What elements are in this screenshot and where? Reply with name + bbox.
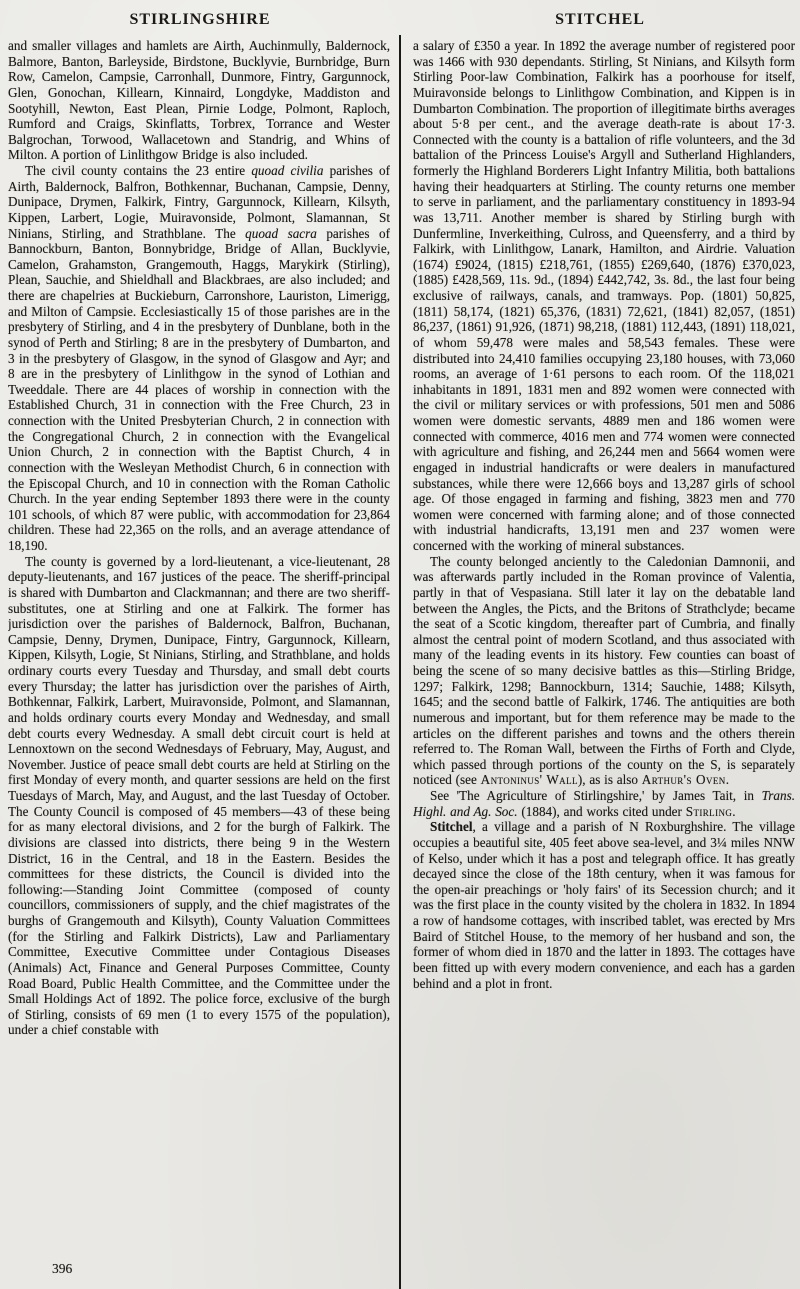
paragraph: The county belonged anciently to the Caledonian Damnonii, and was afterwards partly included in the Roman province of Valentia, partly in that of Vespasiana. Still later it lay on the debatable land between the Angles, the Picts, and the Britons of Strathclyde; became the seat of a Scotic kingdom, thereafter part of Cumbria, and finally almost the central point of modern Scotland, and thus associated with many of the leading events in its history. Few counties can boast of being the scene of so many decisive battles as this—Stirling Bridge, 1297; Falkirk, 1298; Bannockburn, 1314; Sauchie, 1488; Kilsyth, 1645; and the second battle of Falkirk, 1746. The antiquities are both numerous and important, but for them reference may be made to the articles on the different parishes and towns and the others therein referred to. The Roman Wall, between the Firths of Forth and Clyde, which passed through portions of the county on the S, is separately noticed (see Antoninus' Wall), as is also Arthur's Oven.	[413, 553, 795, 788]
right-running-head: STITCHEL	[555, 11, 645, 28]
italic-text: quoad civilia	[251, 163, 324, 178]
smallcaps-text: Antoninus' Wall	[480, 772, 578, 788]
paragraph: and smaller villages and hamlets are Airth, Auchinmully, Baldernock, Balmore, Banton, Barleyside, Birdstone, Bucklyvie, Burnbridge, Burn Row, Camelon, Campsie, Carronhall, Dunmore, Fintry, Gargunnock, Glen, Gonochan, Killearn, Kinnaird, Longdyke, Maddiston and Sootyhill, Newton, East Plean, Pirnie Lodge, Polmont, Raploch, Rumford and Craigs, Skinflatts, Torbrex, Torrance and Wester Balgrochan, Torwood, Wallacetown and Standrig, and Whins of Milton. A portion of Linlithgow Bridge is also included.	[8, 38, 390, 163]
running-heads	[0, 0, 800, 30]
italic-text: quoad sacra	[245, 225, 317, 241]
smallcaps-text: Stirling	[685, 803, 733, 819]
paragraph: Stitchel, a village and a parish of N Roxburghshire. The village occupies a beautiful site, 405 feet above sea-level, and 3¼ miles NNW of Kelso, under which it has a post and telegraph office. It has greatly decayed since the close of the 18th century, when it was famous for the open-air preachings or 'holy fairs' of its Secession church; and it was the first place in the county visited by the cholera in 1832. In 1894 a row of handsome cottages, with inscribed tablet, was erected by Mrs Baird of Stitchel House, to the memory of her husband and son, the former of whom died in 1870 and the latter in 1893. The cottages have been fitted up with every modern convenience, and each has a garden behind and a plot in front.	[413, 819, 795, 991]
text-columns	[8, 38, 795, 1289]
page-number: 396	[52, 1261, 73, 1276]
smallcaps-text: Arthur's Oven	[641, 772, 726, 788]
italic-text: Trans. Highl. and Ag. Soc.	[413, 788, 795, 819]
left-running-head: STIRLINGSHIRE	[129, 11, 271, 28]
bold-text: Stitchel	[430, 819, 473, 835]
paragraph: The civil county contains the 23 entire quoad civilia parishes of Airth, Baldernock, Balfron, Bothkennar, Buchanan, Campsie, Denny, Dunipace, Drymen, Falkirk, Fintry, Gargunnock, Killearn, Kilsyth, Kippen, Larbert, Logie, Muiravonside, Polmont, Slamannan, St Ninians, Stirling, and Strathblane. The quoad sacra parishes of Bannockburn, Banton, Bonnybridge, Bridge of Allan, Bucklyvie, Camelon, Grahamston, Grangemouth, Haggs, Marykirk (Stirling), Plean, Sauchie, and Shieldhall and Blackbraes, are also included; and there are chapelries at Buckieburn, Carronshore, Lauriston, Limerigg, and Milton of Campsie. Ecclesiastically 15 of those parishes are in the presbytery of Stirling, and 4 in the presbytery of Dunblane, both in the synod of Perth and Stirling; 8 are in the presbytery of Dumbarton, and 3 in the presbytery of Glasgow, in the synod of Glasgow and Ayr; and 8 are in the presbytery of Linlithgow in the synod of Lothian and Tweeddale. There are 44 places of worship in connection with the Established Church, 31 in connection with the Free Church, 23 in connection with the United Presbyterian Church, 2 in connection with the Congregational Church, 2 in connection with the Evangelical Union Church, 2 in connection with the Baptist Church, 4 in connection with the Wesleyan Methodist Church, 6 in connection with the Episcopal Church, and 10 in connection with the Roman Catholic Church. In the year ending September 1893 there were in the county 101 schools, of which 87 were public, with accommodation for 23,864 children. These had 22,365 on the rolls, and an average attendance of 18,190.	[8, 163, 390, 553]
paragraph: See 'The Agriculture of Stirlingshire,' by James Tait, in Trans. Highl. and Ag. Soc. (1884), and works cited under Stirling.	[413, 788, 795, 819]
left-column	[8, 38, 390, 1289]
paragraph: a salary of £350 a year. In 1892 the average number of registered poor was 1466 with 930 dependants. Stirling, St Ninians, and Kilsyth form Stirling Poor-law Combination, Falkirk has a poorhouse for itself, Muiravonside belongs to Linlithgow Combination, and Kippen is in Dumbarton Combination. The proportion of illegitimate births averages about 5·8 per cent., and the average death-rate is about 17·3. Connected with the county is a battalion of rifle volunteers, and the 3d battalion of the Princess Louise's Argyll and Sutherland Highlanders, formerly the Highland Borderers Light Infantry Militia, both battalions having their headquarters at Stirling. The county returns one member to serve in parliament, and the parliamentary constituency in 1893-94 was 13,711. Another member is shared by Stirling burgh with Dunfermline, Inverkeithing, Culross, and Queensferry, and a third by Falkirk, with Linlithgow, Lanark, Hamilton, and Airdrie. Valuation (1674) £9024, (1815) £218,761, (1855) £269,640, (1876) £370,023, (1885) £428,569, 11s. 9d., (1894) £442,742, 3s. 8d., the last four being exclusive of railways, canals, and tramways. Pop. (1801) 50,825, (1811) 58,174, (1821) 65,376, (1831) 72,621, (1841) 82,057, (1851) 86,237, (1861) 91,926, (1871) 98,218, (1881) 112,443, (1891) 118,021, of whom 59,478 were males and 58,543 females. These were distributed into 24,410 families occupying 23,180 houses, with 73,060 rooms, an average of 1·61 persons to each room. Of the 118,021 inhabitants in 1891, 1831 men and 892 women were connected with the civil or military services or with professions, 501 men and 5086 women were domestic servants, 4889 men and 186 women were connected with commerce, 4016 men and 774 women were connected with agriculture and fishing, and 26,244 men and 5664 women were engaged in industrial handicrafts or were dealers in manufactured substances, while there were 12,666 boys and 13,287 girls of school age. Of those engaged in farming and fishing, 3823 men and 770 women were concerned with farming alone; and of those connected with industrial handicrafts, 13,191 men and 237 women were concerned with the working of mineral substances.	[413, 38, 795, 553]
right-column	[413, 38, 795, 1289]
paragraph: The county is governed by a lord-lieutenant, a vice-lieutenant, 28 deputy-lieutenants, and 167 justices of the peace. The sheriff-principal is shared with Dumbarton and Clackmannan; and there are two sheriff-substitutes, one at Stirling and one at Falkirk. The former has jurisdiction over the parishes of Baldernock, Balfron, Buchanan, Campsie, Denny, Drymen, Dunipace, Fintry, Gargunnock, Killearn, Kippen, Kilsyth, Logie, St Ninians, Stirling, and Strathblane, and holds ordinary courts every Tuesday and Thursday, and small debt courts every Thursday; the latter has jurisdiction over the parishes of Airth, Bothkennar, Falkirk, Larbert, Muiravonside, Polmont, and Slamannan, and holds ordinary courts every Monday and Wednesday, and small debt courts every Wednesday. A small debt circuit court is held at Lennoxtown on the second Wednesdays of February, May, August, and November. Justice of peace small debt courts are held at Stirling on the first Monday of every month, and quarter sessions are held on the first Tuesdays of March, May, and August, and the last Tuesday of October. The County Council is composed of 45 members—43 of these being for as many electoral divisions, and 2 for the burgh of Falkirk. The divisions are classed into districts, there being 9 in the Western District, 16 in the Central, and 18 in the Eastern. Besides the committees for these districts, the Council is divided into the following:—Standing Joint Committee (composed of county councillors, commissioners of supply, and the chief magistrates of the burghs of Grangemouth and Kilsyth), County Valuation Committees (for the Stirling and Falkirk Districts), Law and Parliamentary Committee, Executive Committee under Contagious Diseases (Animals) Act, Finance and General Purposes Committee, County Road Board, Public Health Committee, and the Committee under the Small Holdings Act of 1892. The police force, exclusive of the burgh of Stirling, consists of 69 men (1 to every 1575 of the population), under a chief constable with	[8, 553, 390, 1038]
